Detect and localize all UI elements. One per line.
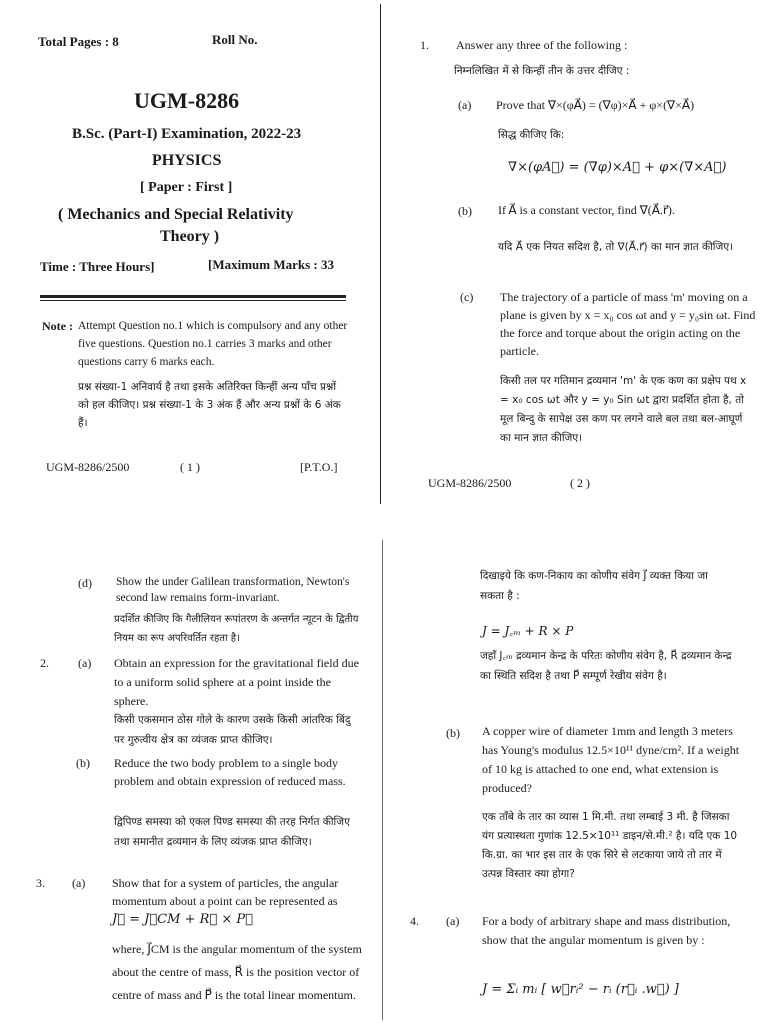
q2b-label: (b) — [76, 756, 90, 770]
q4a-english: For a body of arbitrary shape and mass distribution, show that the angular momentum is given by : — [482, 914, 731, 947]
q1-instruction-en: Answer any three of the following : — [456, 38, 628, 52]
total-pages: Total Pages : 8 — [38, 34, 119, 49]
q1d-label: (d) — [78, 576, 92, 590]
note-label: Note : — [42, 319, 73, 333]
note-hindi: प्रश्न संख्या-1 अनिवार्य है तथा इसके अतिरिक्त किन्हीं अन्य पाँच प्रश्नों को हल कीजिए। प्रश्न संख्या-1 के 3 अंक हैं और अन्य प्रश्नों के 6 अंक हैं। — [78, 381, 341, 429]
q1a-equation: ∇×(φA⃗) = (∇φ)×A⃗ + φ×(∇×A⃗) — [508, 160, 727, 175]
footer-code-2: UGM-8286/2500 — [428, 476, 512, 490]
q1c-english: The trajectory of a particle of mass 'm' moving on a plane is given by x = x₀ cos ωt and y = y₀sin ωt. Find the force and torque about the origin acting on the particle. — [500, 290, 756, 358]
header-divider — [40, 295, 346, 298]
header-divider-thin — [40, 300, 346, 301]
q1a-hindi: सिद्ध कीजिए कि: — [498, 129, 565, 141]
exam-page-4 — [390, 530, 768, 1024]
q2a-hindi: किसी एकसमान ठोस गोले के कारण उसके किसी आंतरिक बिंदु पर गुरुत्वीय क्षेत्र का व्यंजक प्राप्त कीजिए। — [114, 714, 351, 746]
q3a-equation: J⃗ = J⃗CM + R⃗ × P⃗ — [112, 912, 253, 927]
q1b-label: (b) — [458, 204, 472, 218]
paper-title-line1: ( Mechanics and Special Relativity — [58, 206, 294, 223]
exam-page-1 — [0, 0, 382, 512]
exam-page-3 — [0, 530, 382, 1024]
q3b-hindi: एक ताँबे के तार का व्यास 1 मि.मी. तथा लम्बाई 3 मी. है जिसका यंग प्रत्यास्थता गुणांक 12.5×10¹¹ डाइन/से.मी.² है। यदि एक 10 कि.ग्रा. का भार इस तार के एक सिरे से लटकाया जाये तो तार में उत्पन्न विस्तार क्या होगा? — [482, 811, 738, 880]
fold-line-top — [380, 4, 381, 504]
q3a-hindi-where: जहाँ J꜀ₘ द्रव्यमान केन्द्र के परितः कोणीय संवेग है, R⃗ द्रव्यमान केन्द्र का स्थिति सदिश है तथा P⃗ सम्पूर्ण रेखीय संवेग है। — [480, 650, 732, 682]
q1d-english: Show the under Galilean transformation, Newton's second law remains form-invariant. — [116, 576, 350, 604]
q1a-english: Prove that ∇×(φA⃗) = (∇φ)×A⃗ + φ×(∇×A⃗) — [496, 98, 695, 112]
paper-number: [ Paper : First ] — [140, 180, 233, 195]
q1c-label: (c) — [460, 290, 474, 304]
q2b-english: Reduce the two body problem to a single body problem and obtain expression of reduced mass. — [114, 756, 346, 788]
roll-no: Roll No. — [212, 32, 258, 47]
paper-code: UGM-8286 — [134, 88, 240, 113]
q1-number: 1. — [420, 38, 429, 52]
q2a-english: Obtain an expression for the gravitational field due to a uniform solid sphere at a point inside the sphere. — [114, 656, 359, 708]
maximum-marks: [Maximum Marks : 33 — [208, 257, 335, 272]
exam-page-2 — [390, 0, 768, 512]
q2-number: 2. — [40, 656, 49, 670]
paper-title-line2: Theory ) — [160, 228, 220, 245]
note-english: Attempt Question no.1 which is compulsory and any other five questions. Question no.1 carries 3 marks and other questions carry 6 marks each. — [78, 320, 348, 368]
q3a-hindi-equation: J = J꜀ₘ + R × P — [482, 624, 574, 638]
footer-page-number: ( 1 ) — [180, 460, 200, 474]
q4-number: 4. — [410, 914, 419, 928]
q3a-where: where, J⃗CM is the angular momentum of the system about the centre of mass, R⃗ is the position vector of centre of mass and P⃗ is the total linear momentum. — [112, 942, 362, 1002]
q1d-hindi: प्रदर्शित कीजिए कि गैलीलियन रूपांतरण के अन्तर्गत न्यूटन के द्वितीय नियम का रूप अपरिवर्तित रहता है। — [114, 614, 359, 644]
q1a-label: (a) — [458, 98, 472, 112]
q4a-equation: J = Σᵢ mᵢ [ w⃗rᵢ² − rᵢ (r⃗ᵢ .w⃗) ] — [482, 982, 679, 997]
q1b-english: If A⃗ is a constant vector, find ∇(A⃗.r⃗). — [498, 203, 675, 217]
q3a-hindi-intro: दिखाइये कि कण-निकाय का कोणीय संवेग J⃗ व्यक्त किया जा सकता है : — [480, 570, 708, 602]
q3a-label: (a) — [72, 876, 86, 890]
subject: PHYSICS — [152, 152, 222, 169]
q1b-hindi: यदि A⃗ एक नियत सदिश है, तो ∇(A⃗.r⃗) का मान ज्ञात कीजिए। — [498, 241, 734, 253]
q1c-hindi: किसी तल पर गतिमान द्रव्यमान 'm' के एक कण का प्रक्षेप पथ x = x₀ cos ωt और y = y₀ Sin ωt द्वारा प्रदर्शित होता है, तो मूल बिन्दु के सापेक्ष उस कण पर लगने वाले बल तथा बल-आघूर्ण का मान ज्ञात कीजिए। — [500, 375, 747, 444]
q1-instruction-hi: निम्नलिखित में से किन्हीं तीन के उत्तर दीजिए : — [454, 65, 630, 77]
footer-code: UGM-8286/2500 — [46, 460, 130, 474]
q4a-label: (a) — [446, 914, 460, 928]
q2b-hindi: द्विपिण्ड समस्या को एकल पिण्ड समस्या की तरह निर्गत कीजिए तथा समानीत द्रव्यमान के लिए व्यंजक प्राप्त कीजिए। — [114, 816, 350, 848]
fold-line-bottom — [382, 540, 383, 1020]
q3b-label: (b) — [446, 726, 460, 740]
q3-number: 3. — [36, 876, 45, 890]
q3a-english: Show that for a system of particles, the angular momentum about a point can be represented as — [112, 876, 339, 908]
footer-pto: [P.T.O.] — [300, 460, 338, 474]
footer-page-number-2: ( 2 ) — [570, 476, 590, 490]
exam-name: B.Sc. (Part-I) Examination, 2022-23 — [72, 126, 302, 142]
q2a-label: (a) — [78, 656, 92, 670]
time-allowed: Time : Three Hours] — [40, 259, 155, 274]
q3b-english: A copper wire of diameter 1mm and length 3 meters has Young's modulus 12.5×10¹¹ dyne/cm². If a weight of 10 kg is attached to one end, what extension is produced? — [482, 724, 740, 795]
